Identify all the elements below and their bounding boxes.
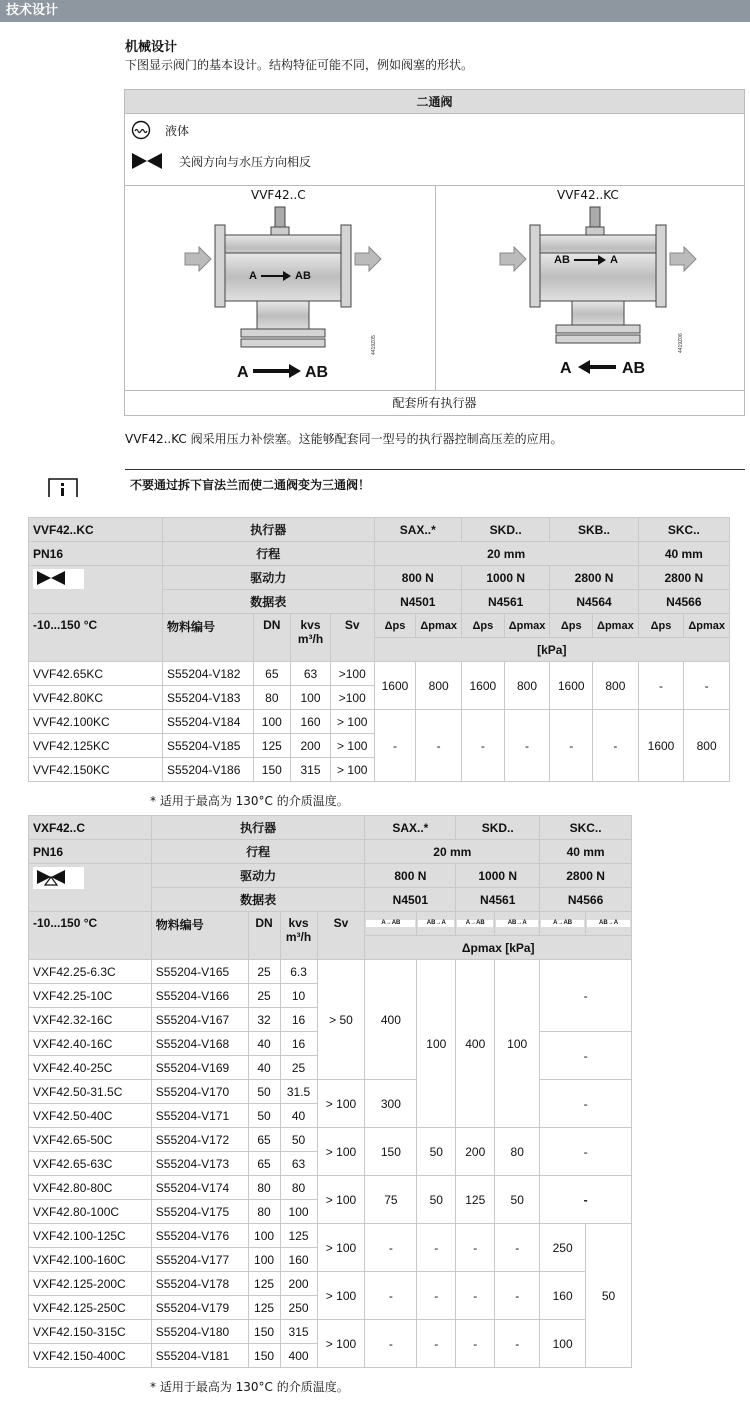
fluid-icon (131, 120, 151, 140)
legend-fluid (131, 120, 189, 140)
actuator-skc: SKC.. (638, 518, 729, 542)
product-name: VVF42.65KC (29, 662, 163, 686)
info-icon (48, 476, 78, 498)
force-label: 驱动力 (151, 864, 365, 888)
actuator-label: 执行器 (151, 816, 365, 840)
flow-symbol-cell (495, 912, 540, 936)
col-dps: Δps (638, 614, 684, 638)
product-kvs: 315 (291, 758, 331, 782)
product-code: S55204-V176 (151, 1224, 248, 1248)
product-kvs: 63 (291, 662, 331, 686)
product-kvs: 6.3 (280, 960, 317, 984)
pressure-value: 1600 (374, 662, 416, 710)
pressure-value: 1600 (461, 662, 504, 710)
stroke-40: 40 mm (638, 542, 729, 566)
flow-symbol-cell (365, 912, 417, 936)
flow-symbol-cell (417, 912, 456, 936)
pressure-value: - (365, 1320, 417, 1368)
product-code: S55204-V177 (151, 1248, 248, 1272)
pressure-value: 100 (540, 1320, 586, 1368)
flow-icon-a-ab: A→AB (541, 920, 584, 927)
pressure-value: - (495, 1272, 540, 1320)
product-sv: > 100 (317, 1272, 365, 1320)
pressure-value: 50 (495, 1176, 540, 1224)
product-kvs: 160 (280, 1248, 317, 1272)
actuator-skd: SKD.. (456, 816, 540, 840)
pressure-value: 100 (495, 960, 540, 1128)
product-sv: > 100 (330, 710, 374, 734)
svg-text:A: A (610, 254, 618, 266)
force-label: 驱动力 (163, 566, 375, 590)
panel-footer: 配套所有执行器 (125, 390, 744, 415)
vxf42-c-table (28, 815, 632, 1368)
product-dn: 150 (248, 1320, 280, 1344)
product-code: S55204-V170 (151, 1080, 248, 1104)
product-kvs: 10 (280, 984, 317, 1008)
pn-cell: PN16 (29, 542, 163, 566)
product-code: S55204-V172 (151, 1128, 248, 1152)
product-code: S55204-V181 (151, 1344, 248, 1368)
product-name: VXF42.50-40C (29, 1104, 152, 1128)
product-name: VXF42.150-400C (29, 1344, 152, 1368)
datasheet-skd: N4561 (456, 888, 540, 912)
temp-range: -10...150 °C (29, 614, 163, 662)
flow-icon-ab-a: AB→A (587, 920, 630, 927)
product-kvs: 80 (280, 1176, 317, 1200)
svg-text:AB: AB (622, 360, 646, 377)
pressure-value: - (456, 1272, 495, 1320)
col-code: 物料编号 (163, 614, 254, 662)
kc-note: VVF42..KC 阀采用压力补偿塞。这能够配套同一型号的执行器控制高压差的应用。 (125, 432, 563, 446)
two-way-valve-panel (124, 89, 745, 416)
col-sv: Sv (317, 912, 365, 960)
product-code: S55204-V173 (151, 1152, 248, 1176)
diagram-title-right: VVF42..KC (557, 188, 619, 202)
product-code: S55204-V174 (151, 1176, 248, 1200)
model-cell: VVF42..KC (29, 518, 163, 542)
mechanical-design-title: 机械设计 (125, 40, 178, 55)
pressure-value: - (684, 662, 730, 710)
product-kvs: 16 (280, 1032, 317, 1056)
product-kvs: 100 (280, 1200, 317, 1224)
product-dn: 25 (248, 960, 280, 984)
product-dn: 40 (248, 1032, 280, 1056)
stroke-label: 行程 (151, 840, 365, 864)
pressure-value: 800 (416, 662, 462, 710)
product-kvs: 125 (280, 1224, 317, 1248)
model-cell: VXF42..C (29, 816, 152, 840)
pressure-value: 800 (593, 662, 639, 710)
flow-icon-a-ab: A→AB (457, 920, 493, 927)
pressure-value: 1600 (638, 710, 684, 782)
product-name: VXF42.125-250C (29, 1296, 152, 1320)
pressure-value: 200 (456, 1128, 495, 1176)
pressure-value: - (456, 1320, 495, 1368)
legend-close-label: 关阀方向与水压方向相反 (179, 154, 312, 169)
product-name: VXF42.25-6.3C (29, 960, 152, 984)
product-name: VVF42.80KC (29, 686, 163, 710)
stroke-20: 20 mm (374, 542, 638, 566)
product-code: S55204-V165 (151, 960, 248, 984)
actuator-skd: SKD.. (461, 518, 549, 542)
force-skc: 2800 N (540, 864, 632, 888)
section-header: 技术设计 (0, 0, 750, 22)
actuator-label: 执行器 (163, 518, 375, 542)
valve-symbol-cell (29, 566, 163, 614)
datasheet-skc: N4566 (638, 590, 729, 614)
col-code: 物料编号 (151, 912, 248, 960)
pressure-value: 250 (540, 1224, 586, 1272)
product-name: VXF42.25-10C (29, 984, 152, 1008)
drawing-code-left: 4419Z05 (371, 335, 377, 355)
flow-icon-a-ab: A→AB (366, 920, 415, 927)
product-code: S55204-V179 (151, 1296, 248, 1320)
product-dn: 25 (248, 984, 280, 1008)
product-dn: 50 (248, 1104, 280, 1128)
force-skb: 2800 N (550, 566, 638, 590)
stroke-40: 40 mm (540, 840, 632, 864)
pressure-value: 100 (417, 960, 456, 1128)
product-sv: > 100 (330, 734, 374, 758)
product-name: VVF42.125KC (29, 734, 163, 758)
product-kvs: 25 (280, 1056, 317, 1080)
pressure-value: - (540, 1080, 632, 1128)
product-name: VXF42.125-200C (29, 1272, 152, 1296)
col-kvs-label: kvs (300, 618, 321, 632)
product-code: S55204-V183 (163, 686, 254, 710)
flow-symbol-cell (586, 912, 632, 936)
product-code: S55204-V166 (151, 984, 248, 1008)
col-kvs (280, 912, 317, 960)
pressure-value: - (495, 1224, 540, 1272)
product-dn: 125 (248, 1272, 280, 1296)
product-kvs: 16 (280, 1008, 317, 1032)
col-kvs-unit: m³/h (285, 930, 312, 944)
valve-symbol-cell (29, 864, 152, 912)
svg-text:AB: AB (305, 364, 329, 381)
pressure-value: - (374, 710, 416, 782)
col-dn: DN (253, 614, 291, 662)
col-dps: Δps (461, 614, 504, 638)
legend-close-direction (131, 152, 311, 170)
vvf42-kc-table (28, 517, 730, 782)
product-dn: 100 (253, 710, 291, 734)
product-name: VXF42.32-16C (29, 1008, 152, 1032)
pressure-value: 160 (540, 1272, 586, 1320)
product-name: VXF42.80-80C (29, 1176, 152, 1200)
product-sv: > 100 (317, 1320, 365, 1368)
col-dps: Δps (374, 614, 416, 638)
product-sv: > 100 (330, 758, 374, 782)
pressure-value: - (638, 662, 684, 710)
product-name: VVF42.100KC (29, 710, 163, 734)
pressure-value: 300 (365, 1080, 417, 1128)
pressure-value: - (550, 710, 593, 782)
valve-diagram-vvf42-kc (490, 205, 730, 390)
panel-heading: 二通阀 (125, 90, 744, 114)
temp-range: -10...150 °C (29, 912, 152, 960)
pressure-value: 80 (495, 1128, 540, 1176)
col-dn: DN (248, 912, 280, 960)
product-sv: >100 (330, 686, 374, 710)
force-sax: 800 N (365, 864, 456, 888)
pressure-value: - (456, 1224, 495, 1272)
product-kvs: 250 (280, 1296, 317, 1320)
pressure-value: 1600 (550, 662, 593, 710)
product-code: S55204-V178 (151, 1272, 248, 1296)
actuator-sax: SAX..* (374, 518, 461, 542)
product-name: VXF42.50-31.5C (29, 1080, 152, 1104)
pressure-value: - (365, 1272, 417, 1320)
actuator-skb: SKB.. (550, 518, 638, 542)
pn-cell: PN16 (29, 840, 152, 864)
product-dn: 80 (253, 686, 291, 710)
info-warning: 不要通过拆下盲法兰而使二通阀变为三通阀！ (130, 478, 371, 492)
product-dn: 80 (248, 1200, 280, 1224)
product-code: S55204-V182 (163, 662, 254, 686)
valve-symbol-icon (131, 152, 163, 170)
product-code: S55204-V180 (151, 1320, 248, 1344)
product-kvs: 400 (280, 1344, 317, 1368)
svg-text:A: A (237, 364, 249, 381)
product-dn: 150 (253, 758, 291, 782)
flow-icon-ab-a: AB→A (496, 920, 538, 927)
product-code: S55204-V184 (163, 710, 254, 734)
product-kvs: 160 (291, 710, 331, 734)
pressure-value: 50 (586, 1224, 632, 1368)
pressure-value: - (540, 960, 632, 1032)
pressure-value: - (461, 710, 504, 782)
flow-icon-ab-a: AB→A (418, 920, 454, 927)
datasheet-skd: N4561 (461, 590, 549, 614)
diagram-title-left: VVF42..C (251, 188, 306, 202)
force-sax: 800 N (374, 566, 461, 590)
datasheet-label: 数据表 (163, 590, 375, 614)
pressure-value: 125 (456, 1176, 495, 1224)
pressure-value: 400 (365, 960, 417, 1080)
datasheet-sax: N4501 (374, 590, 461, 614)
product-code: S55204-V171 (151, 1104, 248, 1128)
product-kvs: 63 (280, 1152, 317, 1176)
datasheet-skb: N4564 (550, 590, 638, 614)
drawing-code-right: 4419Z06 (678, 333, 684, 353)
unit-kpa: [kPa] (374, 638, 729, 662)
col-sv: Sv (330, 614, 374, 662)
pressure-value: - (495, 1320, 540, 1368)
pressure-value: 75 (365, 1176, 417, 1224)
pressure-value: - (540, 1128, 632, 1176)
product-dn: 100 (248, 1224, 280, 1248)
info-rule (125, 469, 745, 470)
datasheet-label: 数据表 (151, 888, 365, 912)
force-skc: 2800 N (638, 566, 729, 590)
product-dn: 40 (248, 1056, 280, 1080)
pressure-value: 150 (365, 1128, 417, 1176)
product-code: S55204-V185 (163, 734, 254, 758)
stroke-label: 行程 (163, 542, 375, 566)
pressure-value: - (416, 710, 462, 782)
valve-symbol-icon (33, 569, 84, 589)
product-dn: 150 (248, 1344, 280, 1368)
divider-vertical (435, 185, 436, 390)
product-dn: 125 (248, 1296, 280, 1320)
stroke-20: 20 mm (365, 840, 540, 864)
pressure-value: - (540, 1176, 632, 1224)
pressure-value: 400 (456, 960, 495, 1128)
product-name: VXF42.100-125C (29, 1224, 152, 1248)
flow-symbol-cell (540, 912, 586, 936)
product-sv: > 100 (317, 1128, 365, 1176)
product-code: S55204-V167 (151, 1008, 248, 1032)
product-name: VXF42.40-16C (29, 1032, 152, 1056)
col-dps: Δps (550, 614, 593, 638)
product-code: S55204-V175 (151, 1200, 248, 1224)
product-dn: 65 (248, 1128, 280, 1152)
pressure-value: - (365, 1224, 417, 1272)
dpmax-kpa-label: Δpmax [kPa] (365, 936, 632, 960)
pressure-value: - (540, 1032, 632, 1080)
mechanical-design-intro: 下图显示阀门的基本设计。结构特征可能不同，例如阀塞的形状。 (125, 58, 474, 72)
product-dn: 50 (248, 1080, 280, 1104)
actuator-sax: SAX..* (365, 816, 456, 840)
product-kvs: 200 (291, 734, 331, 758)
force-skd: 1000 N (456, 864, 540, 888)
datasheet-sax: N4501 (365, 888, 456, 912)
product-code: S55204-V168 (151, 1032, 248, 1056)
col-dpmax: Δpmax (593, 614, 639, 638)
product-kvs: 100 (291, 686, 331, 710)
pressure-value: - (417, 1224, 456, 1272)
product-dn: 125 (253, 734, 291, 758)
product-name: VXF42.40-25C (29, 1056, 152, 1080)
pressure-value: - (593, 710, 639, 782)
product-code: S55204-V169 (151, 1056, 248, 1080)
legend-fluid-label: 液体 (165, 123, 190, 138)
product-kvs: 315 (280, 1320, 317, 1344)
col-dpmax: Δpmax (684, 614, 730, 638)
actuator-skc: SKC.. (540, 816, 632, 840)
product-kvs: 31.5 (280, 1080, 317, 1104)
product-dn: 65 (253, 662, 291, 686)
svg-text:A: A (560, 360, 572, 377)
product-code: S55204-V186 (163, 758, 254, 782)
col-dpmax: Δpmax (504, 614, 550, 638)
product-name: VXF42.80-100C (29, 1200, 152, 1224)
product-dn: 32 (248, 1008, 280, 1032)
product-kvs: 200 (280, 1272, 317, 1296)
product-kvs: 50 (280, 1128, 317, 1152)
svg-text:AB: AB (554, 254, 570, 266)
svg-text:AB: AB (295, 270, 311, 282)
col-dpmax: Δpmax (416, 614, 462, 638)
force-skd: 1000 N (461, 566, 549, 590)
footnote-table1: * 适用于最高为 130°C 的介质温度。 (150, 794, 349, 808)
product-sv: > 100 (317, 1224, 365, 1272)
pressure-value: - (504, 710, 550, 782)
product-sv: > 100 (317, 1080, 365, 1128)
pressure-value: 800 (684, 710, 730, 782)
product-name: VVF42.150KC (29, 758, 163, 782)
product-dn: 80 (248, 1176, 280, 1200)
col-kvs (291, 614, 331, 662)
pressure-value: 800 (504, 662, 550, 710)
datasheet-skc: N4566 (540, 888, 632, 912)
product-sv: > 50 (317, 960, 365, 1080)
pressure-value: 50 (417, 1176, 456, 1224)
product-dn: 65 (248, 1152, 280, 1176)
product-name: VXF42.100-160C (29, 1248, 152, 1272)
product-name: VXF42.150-315C (29, 1320, 152, 1344)
product-kvs: 40 (280, 1104, 317, 1128)
col-kvs-unit: m³/h (297, 632, 324, 646)
pressure-value: - (417, 1272, 456, 1320)
footnote-table2: * 适用于最高为 130°C 的介质温度。 (150, 1380, 349, 1394)
pressure-value: - (417, 1320, 456, 1368)
col-kvs-label: kvs (288, 916, 309, 930)
product-name: VXF42.65-50C (29, 1128, 152, 1152)
product-sv: > 100 (317, 1176, 365, 1224)
product-name: VXF42.65-63C (29, 1152, 152, 1176)
product-dn: 100 (248, 1248, 280, 1272)
flow-symbol-cell (456, 912, 495, 936)
three-way-valve-icon (33, 867, 84, 889)
valve-diagram-vvf42-c (175, 205, 415, 390)
svg-text:A: A (249, 270, 257, 282)
product-sv: >100 (330, 662, 374, 686)
pressure-value: 50 (417, 1128, 456, 1176)
